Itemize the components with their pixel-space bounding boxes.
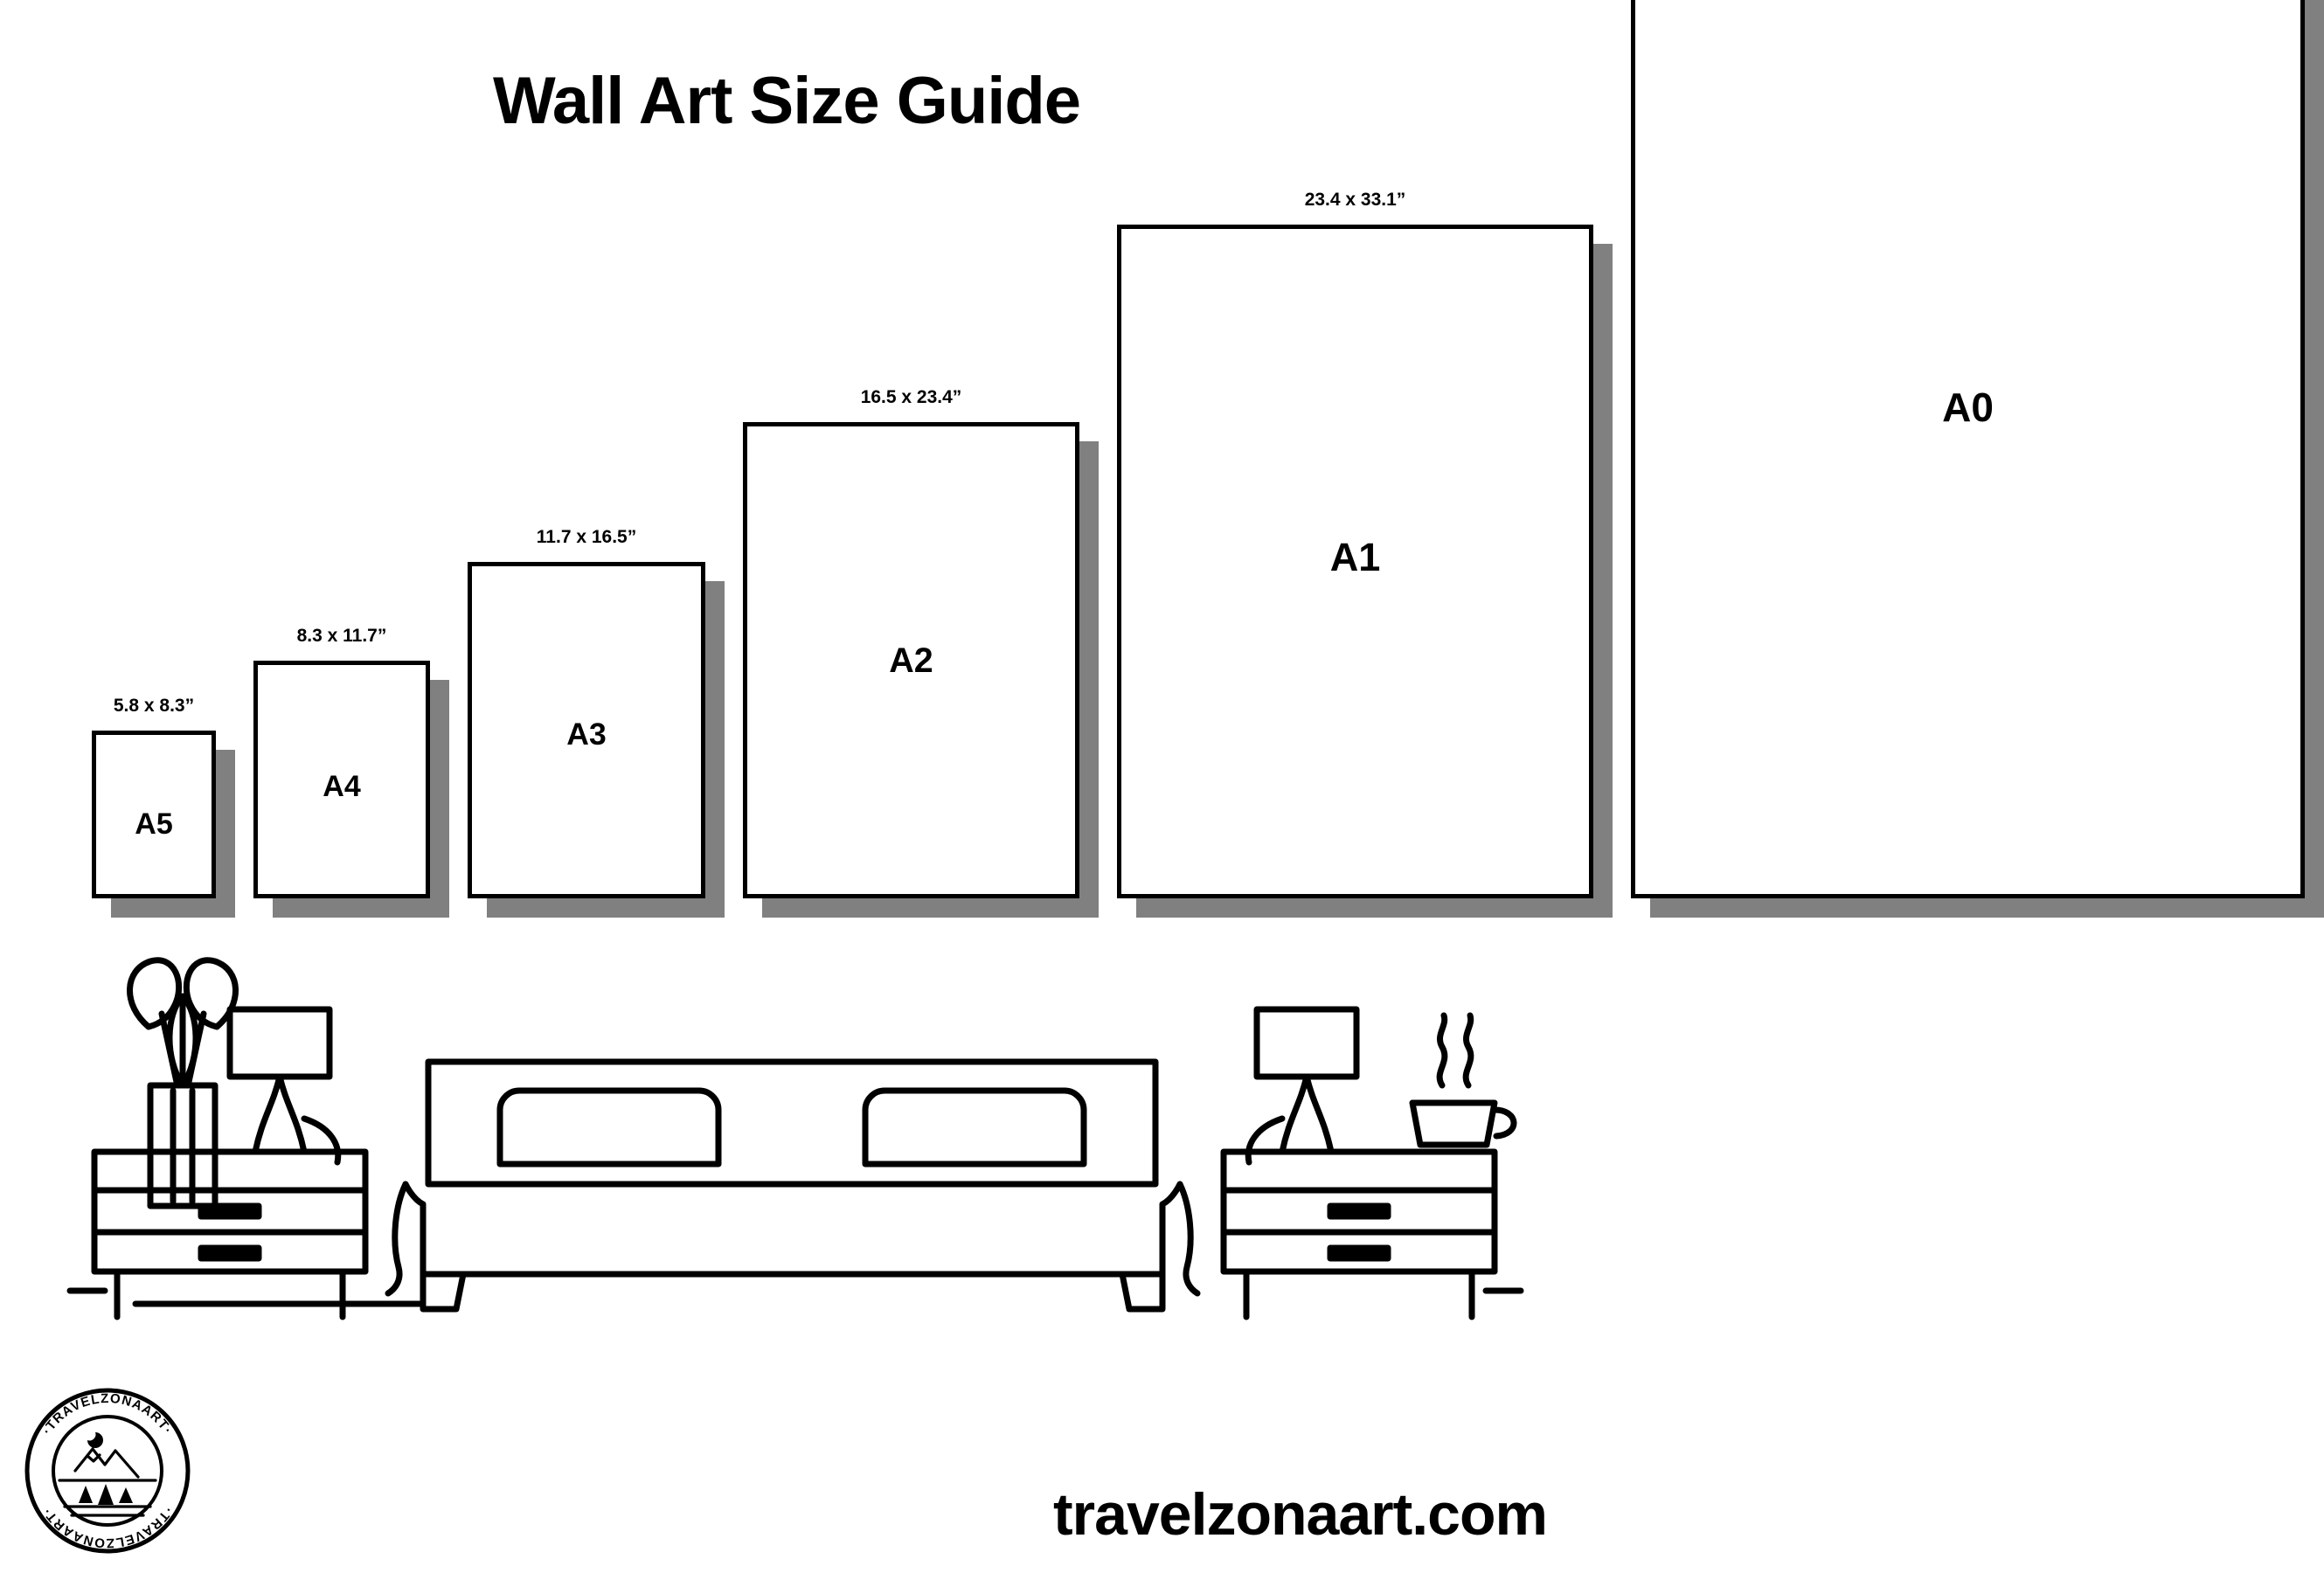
brand-logo xyxy=(24,1388,191,1554)
frame-dimensions-label: 11.7 x 16.5” xyxy=(536,527,637,547)
left-table-lamp xyxy=(230,1009,338,1162)
frame-dimensions-label: 16.5 x 23.4” xyxy=(860,387,962,407)
frame-dimensions-label: 5.8 x 8.3” xyxy=(113,696,195,716)
frame-size-a2[interactable] xyxy=(743,387,1099,923)
vase-with-plant xyxy=(129,960,235,1206)
frame-label: A1 xyxy=(1329,534,1381,579)
frame-size-a0[interactable] xyxy=(1631,0,2324,923)
frame-size-a1[interactable] xyxy=(1117,190,1613,923)
coffee-mug xyxy=(1412,1015,1514,1145)
bedroom-scene xyxy=(52,856,1538,1346)
svg-text:·TRAVELZONAART·: ·TRAVELZONAART· xyxy=(39,1390,176,1438)
right-nightstand xyxy=(1224,1152,1495,1317)
frame-label: A0 xyxy=(1942,385,1994,431)
website-url: travelzonaart.com xyxy=(1053,1481,1547,1548)
left-nightstand xyxy=(94,1152,365,1317)
frame-a0[interactable] xyxy=(1631,0,2305,898)
frame-label: A2 xyxy=(889,641,933,680)
frame-label: A3 xyxy=(566,717,607,752)
frame-dimensions-label: 8.3 x 11.7” xyxy=(296,626,387,646)
frame-dimensions-label: 23.4 x 33.1” xyxy=(1304,190,1406,210)
frame-label: A4 xyxy=(323,770,361,804)
frame-size-row xyxy=(0,0,1994,900)
bed xyxy=(388,1062,1197,1309)
frame-label: A5 xyxy=(135,807,173,842)
page-title: Wall Art Size Guide xyxy=(492,64,1081,138)
svg-text:·TRAVELZONAART·: ·TRAVELZONAART· xyxy=(39,1504,176,1551)
right-table-lamp xyxy=(1248,1009,1356,1162)
